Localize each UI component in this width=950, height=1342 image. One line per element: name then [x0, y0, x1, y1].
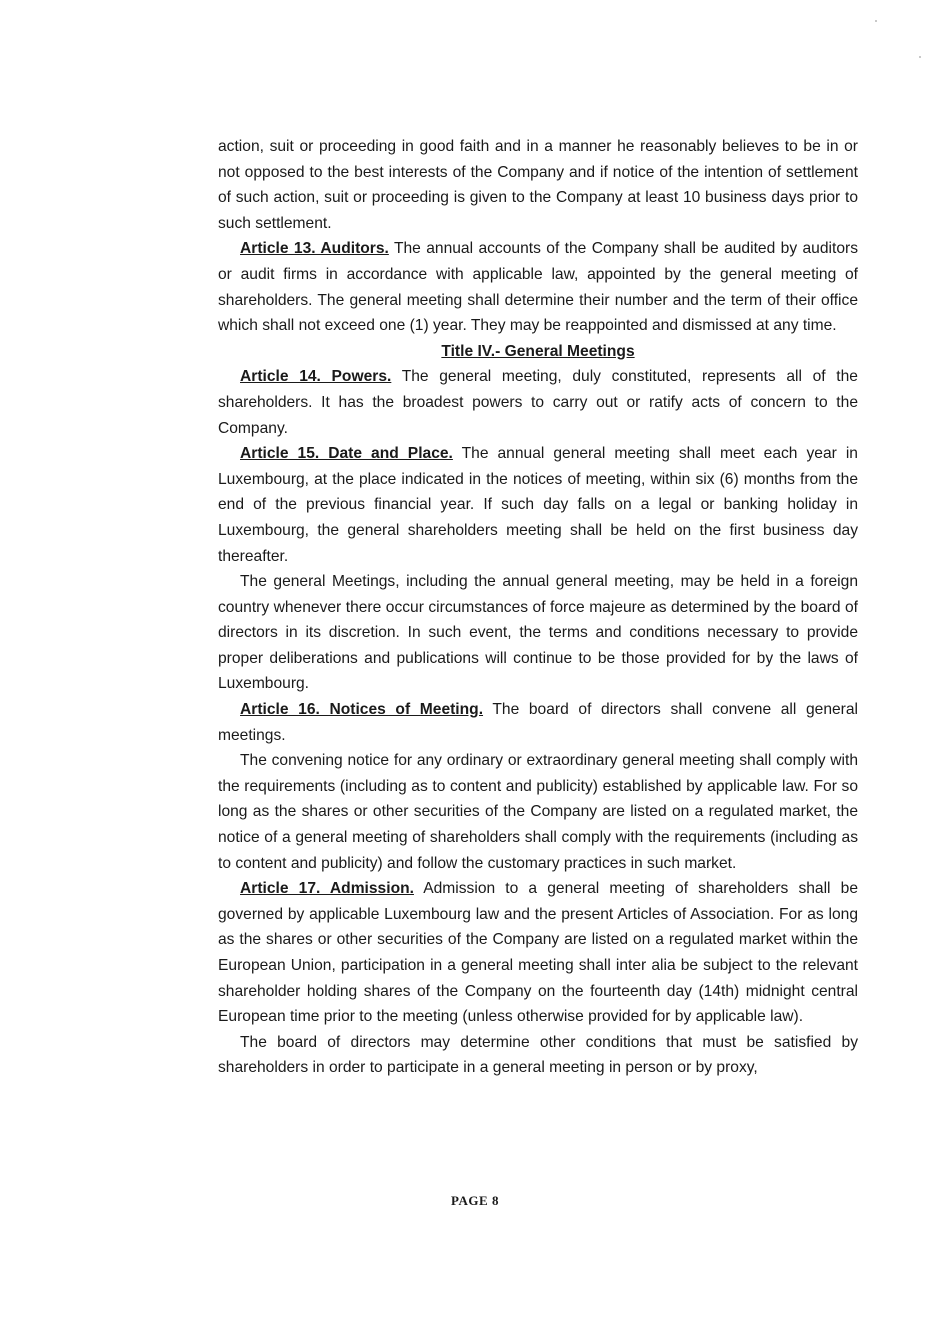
- article-16-paragraph: [218, 697, 858, 748]
- article-15-paragraph-2: The general Meetings, including the annual general meeting, may be held in a foreign country whenever there occur circumstances of force majeure as determined by the board of directors in its discretion. In such event, the terms and conditions necessary to provide proper deliberations and publications will continue to be those provided for by the laws of Luxembourg.: [218, 573, 858, 693]
- article-14-heading: Article 14. Powers.: [240, 368, 392, 386]
- article-16-heading: Article 16. Notices of Meeting.: [240, 701, 484, 719]
- scan-speck: [875, 20, 877, 22]
- article-16-text: The board of directors shall convene all general meetings.: [218, 701, 858, 744]
- article-15-text: The annual general meeting shall meet each year in Luxembourg, at the place indicated in the notices of meeting, within six (6) months from the end of the previous financial year. If such day falls on a legal or banking holiday in Luxembourg, the general shareholders meeting shall be held on the first business day thereafter.: [218, 445, 858, 565]
- document-body: [218, 134, 858, 1081]
- article-15-heading: Article 15. Date and Place.: [240, 445, 453, 463]
- article-17-heading: Article 17. Admission.: [240, 880, 414, 898]
- article-13-paragraph: [218, 236, 858, 338]
- article-17-paragraph-2: The board of directors may determine other conditions that must be satisfied by shareholders in order to participate in a general meeting in person or by proxy,: [218, 1033, 858, 1077]
- paragraph-continuation: action, suit or proceeding in good faith and in a manner he reasonably believes to be in or not opposed to the best interests of the Company and if notice of the intention of settlement of such action, suit or proceeding is given to the Company at least 10 business days prior to such settlement.: [218, 138, 858, 232]
- article-14-paragraph: [218, 364, 858, 441]
- page-number: PAGE 8: [451, 1193, 499, 1208]
- article-17-paragraph: [218, 876, 858, 1030]
- scan-speck: [919, 56, 921, 58]
- article-13-heading: Article 13. Auditors.: [240, 240, 389, 258]
- article-15-paragraph: [218, 441, 858, 569]
- title-iv-heading: Title IV.- General Meetings: [441, 342, 635, 360]
- article-13-text: The annual accounts of the Company shall be audited by auditors or audit firms in accordance with applicable law, appointed by the general meeting of shareholders. The general meeting shall determine their number and the term of their office which shall not exceed one (1) year. They may be reappointed and dismissed at any time.: [218, 240, 858, 335]
- article-17-text: Admission to a general meeting of shareholders shall be governed by applicable Luxembourg law and the present Articles of Association. For as long as the shares or other securities of the Company are listed on a regulated market within the European Union, participation in a general meeting shall inter alia be subject to the relevant shareholder holding shares of the Company on the fourteenth day (14th) midnight central European time prior to the meeting (unless otherwise provided for by applicable law).: [218, 880, 858, 1026]
- article-14-text: The general meeting, duly constituted, represents all of the shareholders. It has the broadest powers to carry out or ratify acts of concern to the Company.: [218, 368, 858, 437]
- article-16-paragraph-2: The convening notice for any ordinary or extraordinary general meeting shall comply with the requirements (including as to content and publicity) established by applicable law. For so long as the shares or other securities of the Company are listed on a regulated market, the notice of a general meeting of shareholders shall comply with the requirements (including as to content and publicity) and follow the customary practices in such market.: [218, 752, 858, 872]
